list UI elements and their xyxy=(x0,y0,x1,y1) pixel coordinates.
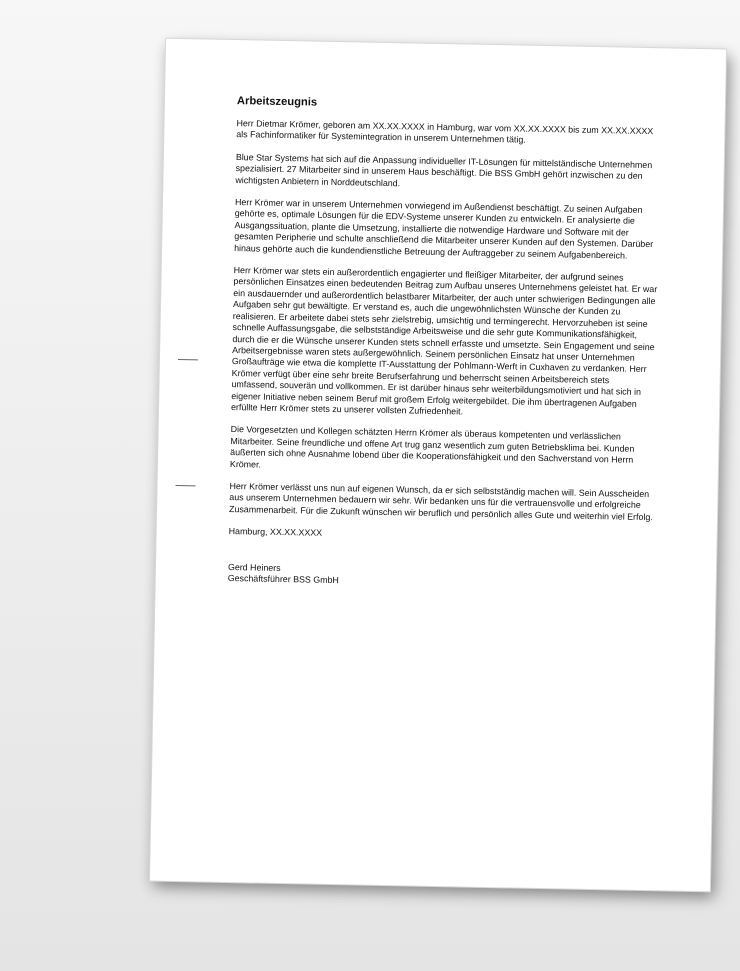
paragraph-company: Blue Star Systems hat sich auf die Anpassung individueller IT-Lösungen für mittelständische Unternehmen spezialisiert. 27 Mitarbeiter sind in unserem Haus beschäftigt. Die BSS GmbH gehört inzwischen zu den wichtigsten Anbietern in Norddeutschland. xyxy=(235,151,653,188)
paragraph-closing: Herr Krömer verlässt uns nun auf eigenen Wunsch, da er sich selbstständig machen will. Sein Ausscheiden aus unserem Unternehmen bedauern wir sehr. Wir bedanken uns für die vertrauensvolle und erfolgreiche Zusammenarbeit. Für die Zukunft wünschen wir beruflich und persönlich alles Gute und weiterhin viel Erfolg. xyxy=(229,480,653,522)
signature-name: Gerd Heiners xyxy=(227,561,281,573)
signature-role: Geschäftsführer BSS GmbH xyxy=(227,572,339,586)
document-page xyxy=(150,39,726,892)
place-date: Hamburg, XX.XX.XXXX xyxy=(228,526,323,538)
paragraph-performance: Herr Krömer war stets ein außerordentlich engagierter und fleißiger Mitarbeiter, der aufgrund seines persönlichen Einsatzes einen bedeutenden Beitrag zum Aufbau unseres Unternehmens geleistet hat. Er war ein ausdauernder und außerordentlich belastbarer Mitarbeiter, der auch unter schwierigen Bedingungen alle Aufgaben sehr gut bewältigte. Er verstand es, auch die ungewöhnlichsten Wünsche der Kunden zu realisieren. Er arbeitete dabei stets sehr zielstrebig, umsichtig und termingerecht. Hervorzuheben ist seine schnelle Auffassungsgabe, die selbstständige Arbeitsweise und die sehr gute Kommunikationsfähigkeit, durch die er die Wünsche unserer Kunden stets schnell erfasste und umsetzte. Sein Engagement und seine Arbeitsergebnisse waren stets außergewöhnlich. Seinem persönlichen Einsatz hat unser Unternehmen Großaufträge wie etwa die komplette IT-Ausstattung der Pohlmann-Werft in Cuxhaven zu verdanken. Herr Krömer verfügt über eine sehr breite Berufserfahrung und beherrscht seinen Arbeitsbereich stets umfassend, souverän und vollkommen. Er ist darüber hinaus sehr weiterbildungsmotiviert und hat sich in eigener Initiative neben seinem Beruf mit großem Erfolg weitergebildet. Die ihm übertragenen Aufgaben erfüllte Herr Krömer stets zu unserer vollsten Zufriedenheit. xyxy=(230,265,658,417)
fold-mark-bottom xyxy=(176,485,196,486)
fold-mark-top xyxy=(178,359,198,360)
paragraph-conduct: Die Vorgesetzten und Kollegen schätzten Herrn Krömer als überaus kompetenten und verlässlichen Mitarbeiter. Seine freundliche und offene Art trug ganz wesentlich zum guten Betriebsklima bei. Kunden äußerten sich ohne Ausnahme lobend über die Kooperationsfähigkeit und den Sachverstand von Herrn Krömer. xyxy=(229,424,635,470)
document-title: Arbeitszeugnis xyxy=(236,95,318,109)
paragraph-intro: Herr Dietmar Krömer, geboren am XX.XX.XXXX in Hamburg, war vom XX.XX.XXXX bis zum XX.XX.XXXX als Fachinformatiker für Systemintegration in unserem Unternehmen tätig. xyxy=(236,118,654,146)
paragraph-duties: Herr Krömer war in unserem Unternehmen vorwiegend im Außendienst beschäftigt. Zu seinen Aufgaben gehörte es, optimale Lösungen für die EDV-Systeme unserer Kunden zu entwickeln. Er analysierte die Ausgangssituation, plante die Umsetzung, installierte die notwendige Hardware und Software mit der gesamten Peripherie und schulte anschließend die Mitarbeiter unserer Kunden auf den Systemen. Darüber hinaus gehörte auch die kundendienstliche Betreuung der Auftraggeber zu seinem Aufgabenbereich. xyxy=(234,197,654,261)
